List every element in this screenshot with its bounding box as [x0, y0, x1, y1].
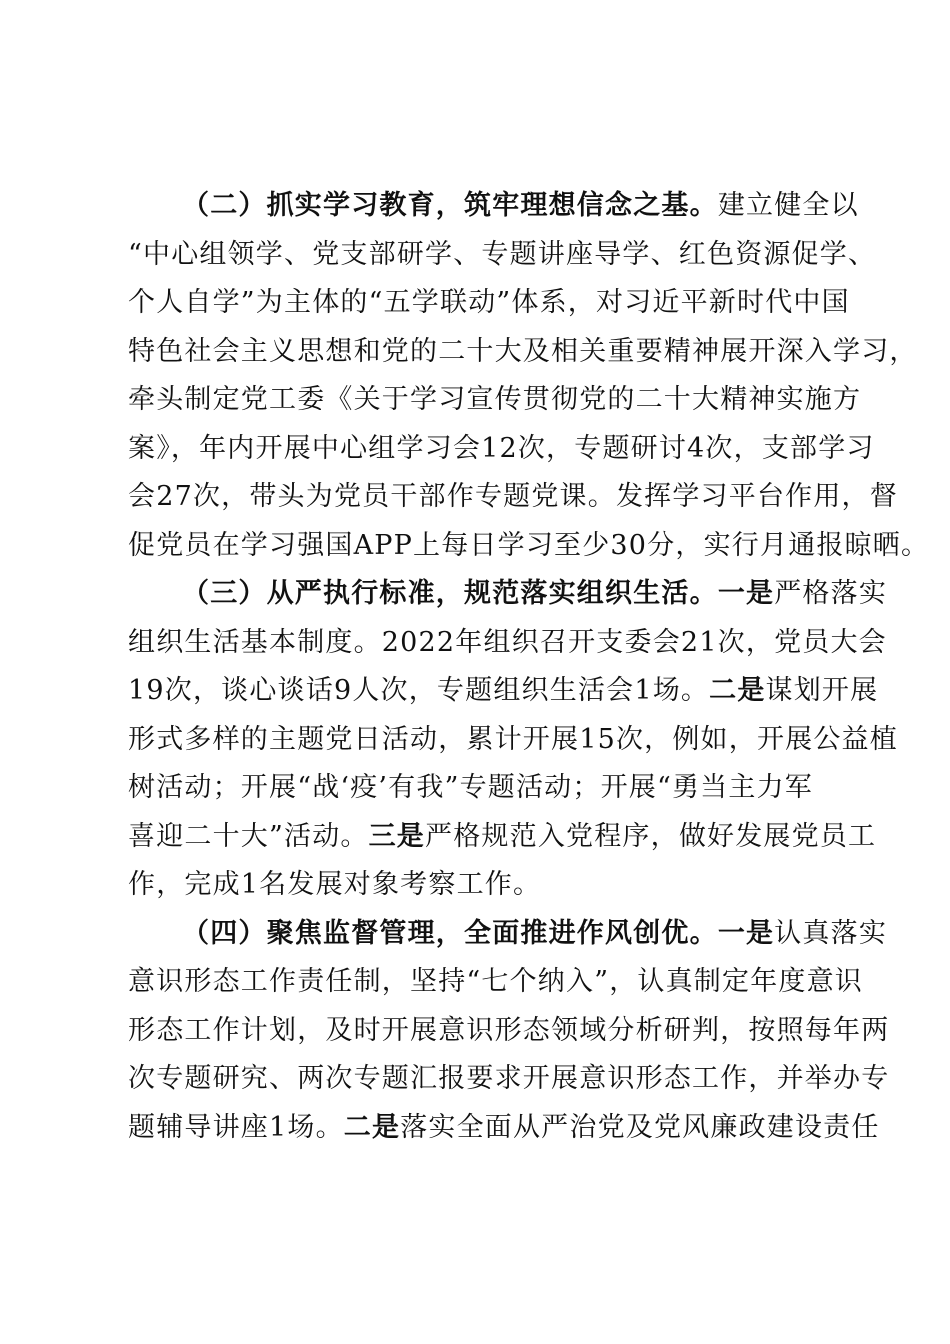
section2-line-5: 牵头制定党工委《关于学习宣传贯彻党的二十大精神实施方	[128, 384, 862, 415]
section4-line-4: 次专题研究、两次专题汇报要求开展意识形态工作，并举办专	[128, 1063, 890, 1094]
section4-marker-2: 二是	[343, 1111, 401, 1143]
section4-text: 认真落实	[774, 917, 888, 949]
section2-heading: （二）抓实学习教育，筑牢理想信念之基。	[182, 190, 718, 221]
section4-text: 落实全面从严治党及党风廉政建设责任	[400, 1111, 880, 1143]
section2-line-2: “中心组领学、党支部研学、专题讲座导学、红色资源促学、	[128, 238, 877, 270]
section3-text: 喜迎二十大”活动。	[128, 820, 369, 852]
section4-line-1	[128, 910, 888, 959]
section3-line-7: 作，完成1名发展对象考察工作。	[128, 869, 542, 900]
section3-text: 谋划开展	[765, 675, 879, 706]
section2-line-1	[128, 182, 859, 231]
section2-text: 建立健全以	[717, 190, 859, 221]
section4-line-5	[128, 1104, 880, 1153]
section3-line-3	[128, 667, 879, 716]
section2-line-4: 特色社会主义思想和党的二十大及相关重要精神展开深入学习，	[128, 335, 918, 367]
section2-line-8: 促党员在学习强国APP上每日学习至少30分，实行月通报晾晒。	[128, 529, 930, 561]
section3-line-1	[128, 570, 888, 619]
section3-text: 严格规范入党程序，做好发展党员工	[425, 820, 877, 852]
document-body	[128, 182, 930, 1152]
section2-line-6: 案》，年内开展中心组学习会12次，专题研讨4次，支部学习	[128, 432, 875, 464]
section3-line-2: 组织生活基本制度。2022年组织召开支委会21次，党员大会	[128, 626, 887, 658]
section3-line-6	[128, 813, 877, 862]
section4-line-3: 形态工作计划，及时开展意识形态领域分析研判，按照每年两	[128, 1014, 890, 1046]
section3-text: 严格落实	[774, 578, 888, 609]
section3-line-5: 树活动；开展“战‘疫’有我”专题活动；开展“勇当主力军	[128, 772, 813, 803]
section3-heading: （三）从严执行标准，规范落实组织生活。	[182, 578, 718, 609]
section3-text: 19次，谈心谈话9人次，专题组织生活会1场。	[128, 675, 710, 706]
section3-marker-1: 一是	[717, 578, 775, 609]
section2-line-7: 会27次，带头为党员干部作专题党课。发挥学习平台作用，督	[128, 481, 898, 512]
section3-line-4: 形式多样的主题党日活动，累计开展15次，例如，开展公益植	[128, 723, 898, 755]
section4-marker-1: 一是	[717, 917, 775, 949]
section4-heading: （四）聚焦监督管理，全面推进作风创优。	[182, 917, 718, 949]
section4-text: 题辅导讲座1场。	[128, 1111, 344, 1143]
section3-marker-3: 三是	[368, 820, 426, 852]
section3-marker-2: 二是	[709, 675, 766, 706]
section2-line-3: 个人自学”为主体的“五学联动”体系，对习近平新时代中国	[128, 287, 850, 318]
section4-line-2: 意识形态工作责任制，坚持“七个纳入”，认真制定年度意识	[128, 966, 864, 997]
